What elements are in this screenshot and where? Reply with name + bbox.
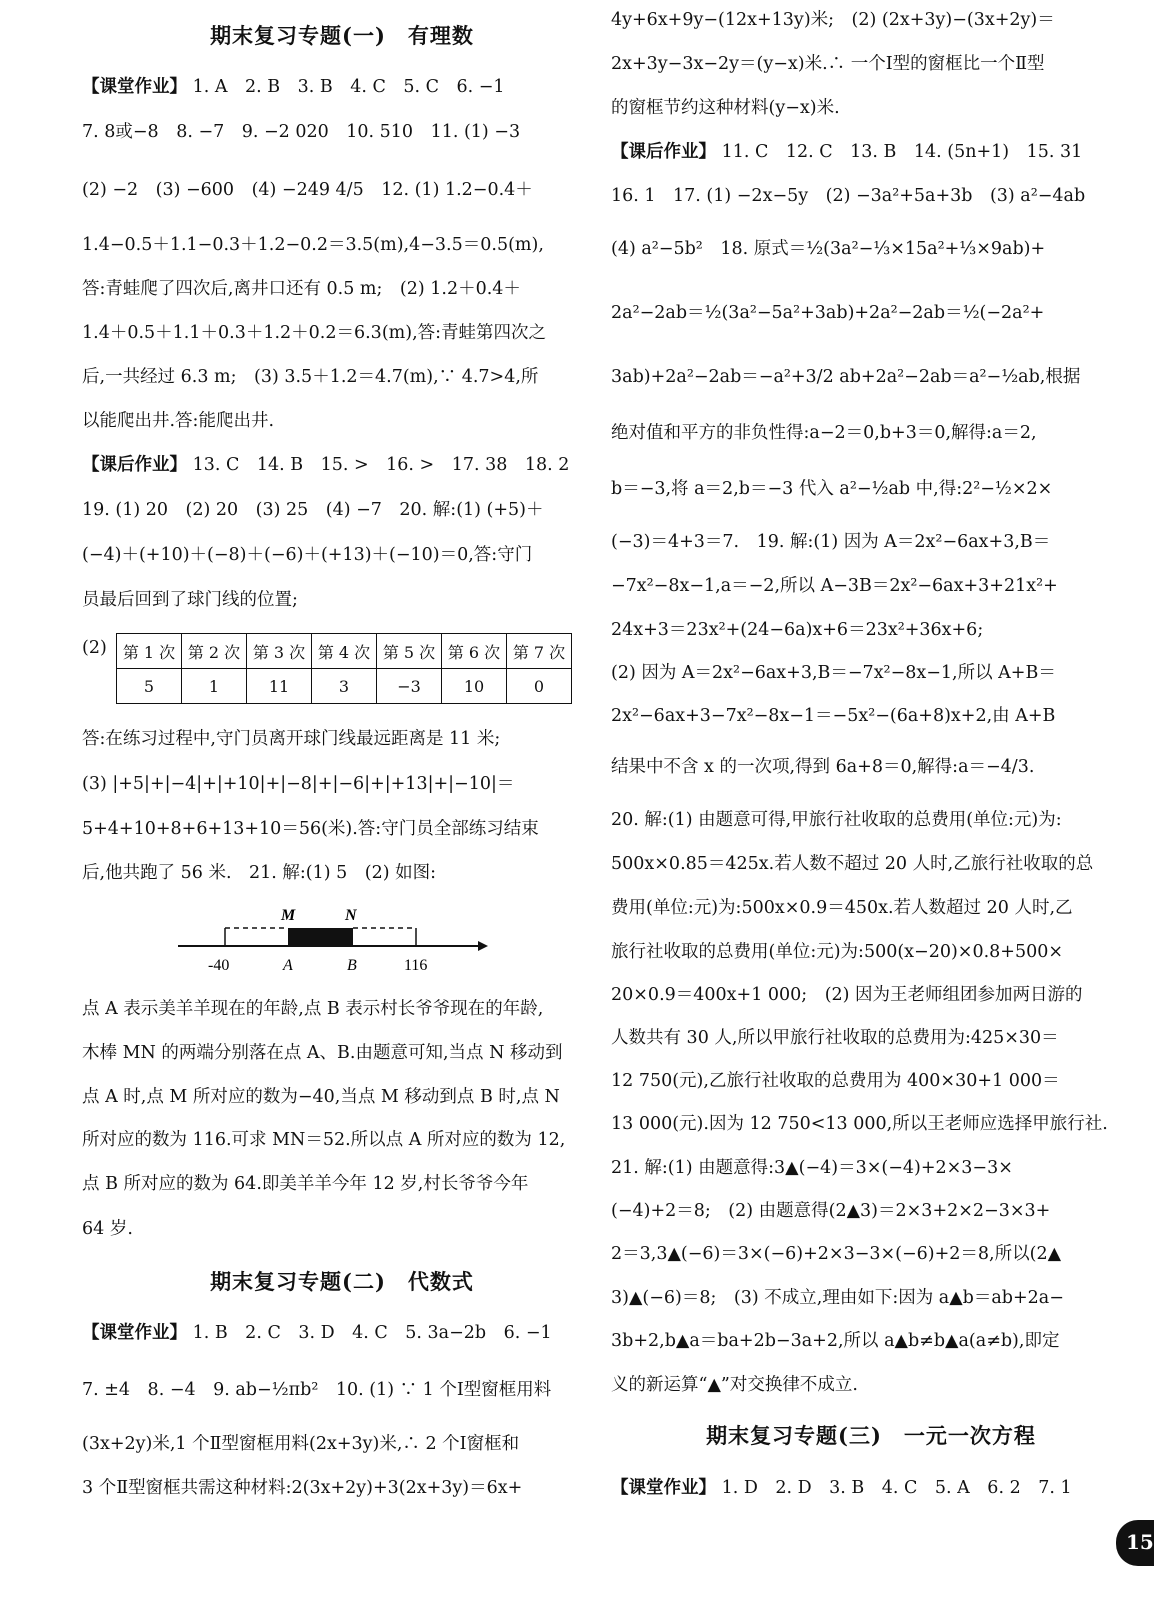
label-b: B: [347, 957, 357, 974]
table-header-cell: 第 3 次: [247, 634, 312, 669]
text-line: 500x×0.85＝425x.若人数不超过 20 人时,乙旅行社收取的总: [611, 854, 1094, 874]
table-cell: 5: [117, 669, 182, 704]
text-line: (−3)＝4+3＝7. 19. 解:(1) 因为 A＝2x²−6ax+3,B＝: [611, 532, 1051, 552]
text-line: −7x²−8x−1,a＝−2,所以 A−3B＝2x²−6ax+3+21x²+: [611, 576, 1058, 596]
section-heading-3: 期末复习专题(三) 一元一次方程: [706, 1423, 1036, 1448]
text-line: (−4)＋(+10)＋(−8)＋(−6)＋(+13)＋(−10)＝0,答:守门: [82, 545, 533, 565]
table-row: [117, 669, 572, 704]
text-line: 3)▲(−6)＝8; (3) 不成立,理由如下:因为 a▲b＝ab+2a−: [611, 1288, 1064, 1308]
text-line: 答:在练习过程中,守门员离开球门线最远距离是 11 米;: [82, 729, 501, 749]
label-n: N: [345, 907, 357, 924]
table-cell: 3: [312, 669, 377, 704]
goalkeeper-table: [116, 633, 572, 704]
section-tag: 【课堂作业】: [82, 1323, 187, 1343]
text-line: 19. (1) 20 (2) 20 (3) 25 (4) −7 20. 解:(1) (+5)＋: [82, 500, 544, 520]
text-line: 点 A 表示美羊羊现在的年龄,点 B 表示村长爷爷现在的年龄,: [82, 999, 544, 1019]
text-line: 12 750(元),乙旅行社收取的总费用为 400×30+1 000＝: [611, 1071, 1060, 1091]
text-line: (4) a²−5b² 18. 原式＝½(3a²−⅓×15a²+⅓×9ab)+: [611, 239, 1046, 259]
table-header-cell: 第 6 次: [442, 634, 507, 669]
table-header-cell: 第 1 次: [117, 634, 182, 669]
page-number-tab: [1116, 1520, 1154, 1566]
text-line: [611, 141, 1082, 163]
text-line: (3) |+5|+|−4|+|+10|+|−8|+|−6|+|+13|+|−10|＝: [82, 774, 515, 794]
text-line: 64 岁.: [82, 1219, 133, 1239]
text-line: 2x+3y−3x−2y＝(y−x)米.∴ 一个Ⅰ型的窗框比一个Ⅱ型: [611, 54, 1045, 74]
text-line: 员最后回到了球门线的位置;: [82, 590, 298, 610]
text-line: b＝−3,将 a＝2,b＝−3 代入 a²−½ab 中,得:2²−½×2×: [611, 479, 1053, 499]
label-right-value: 116: [404, 957, 428, 974]
text-line: 后,一共经过 6.3 m; (3) 3.5＋1.2＝4.7(m),∵ 4.7>4,所: [82, 367, 539, 387]
text-line: [82, 76, 505, 98]
text-line: 人数共有 30 人,所以甲旅行社收取的总费用为:425×30＝: [611, 1028, 1059, 1048]
text-line: (−4)+2＝8; (2) 由题意得(2▲3)＝2×3+2×2−3×3+: [611, 1201, 1051, 1221]
section-tag: 【课堂作业】: [82, 77, 187, 97]
text-line: 20. 解:(1) 由题意可得,甲旅行社收取的总费用(单位:元)为:: [611, 810, 1062, 830]
text-line: 义的新运算“▲”对交换律不成立.: [611, 1375, 858, 1395]
answer-text: 11. C 12. C 13. B 14. (5n+1) 15. 31: [716, 142, 1083, 162]
table-cell: −3: [377, 669, 442, 704]
answer-text: 1. A 2. B 3. B 4. C 5. C 6. −1: [187, 77, 505, 97]
text-line: (2) −2 (3) −600 (4) −249 4/5 12. (1) 1.2−0.4＋: [82, 180, 533, 200]
table-cell: 11: [247, 669, 312, 704]
text-line: 后,他共跑了 56 米. 21. 解:(1) 5 (2) 如图:: [82, 863, 437, 883]
text-line: 点 A 时,点 M 所对应的数为−40,当点 M 移动到点 B 时,点 N: [82, 1087, 560, 1107]
text-line: 3 个Ⅱ型窗框共需这种材料:2(3x+2y)+3(2x+3y)＝6x+: [82, 1478, 523, 1498]
text-line: 21. 解:(1) 由题意得:3▲(−4)＝3×(−4)+2×3−3×: [611, 1158, 1013, 1178]
answer-text: 1. D 2. D 3. B 4. C 5. A 6. 2 7. 1: [716, 1478, 1072, 1498]
table-header-cell: 第 5 次: [377, 634, 442, 669]
page-number: 15: [1126, 1530, 1154, 1554]
text-line: 16. 1 17. (1) −2x−5y (2) −3a²+5a+3b (3) a²−4ab: [611, 186, 1086, 206]
table-cell: 10: [442, 669, 507, 704]
text-line: 3ab)+2a²−2ab＝−a²+3/2 ab+2a²−2ab＝a²−½ab,根据: [611, 367, 1081, 387]
section-heading-1: 期末复习专题(一) 有理数: [210, 23, 474, 48]
text-line: 7. ±4 8. −4 9. ab−½πb² 10. (1) ∵ 1 个Ⅰ型窗框用料: [82, 1380, 552, 1400]
text-line: [82, 454, 569, 476]
text-line: [82, 1322, 552, 1344]
text-line: (2) 因为 A＝2x²−6ax+3,B＝−7x²−8x−1,所以 A+B＝: [611, 663, 1056, 683]
text-line: 所对应的数为 116.可求 MN＝52.所以点 A 所对应的数为 12,: [82, 1130, 566, 1150]
text-line: 4y+6x+9y−(12x+13y)米; (2) (2x+3y)−(3x+2y)＝: [611, 10, 1055, 30]
text-line: 点 B 所对应的数为 64.即美羊羊今年 12 岁,村长爷爷今年: [82, 1174, 529, 1194]
table-header-cell: 第 4 次: [312, 634, 377, 669]
text-line: 2x²−6ax+3−7x²−8x−1＝−5x²−(6a+8)x+2,由 A+B: [611, 706, 1056, 726]
table-header-row: [117, 634, 572, 669]
text-line: [611, 1477, 1072, 1499]
label-left-value: -40: [208, 957, 230, 974]
table-cell: 0: [507, 669, 572, 704]
text-line: (3x+2y)米,1 个Ⅱ型窗框用料(2x+3y)米,∴ 2 个Ⅰ窗框和: [82, 1434, 520, 1454]
text-line: 绝对值和平方的非负性得:a−2＝0,b+3＝0,解得:a＝2,: [611, 423, 1037, 443]
text-line: 2＝3,3▲(−6)＝3×(−6)+2×3−3×(−6)+2＝8,所以(2▲: [611, 1244, 1062, 1264]
arrow-head-icon: [478, 941, 488, 951]
label-a: A: [283, 957, 293, 974]
table-header-cell: 第 2 次: [182, 634, 247, 669]
text-line: 2a²−2ab＝½(3a²−5a²+3ab)+2a²−2ab＝½(−2a²+: [611, 303, 1045, 323]
text-line: 1.4−0.5＋1.1−0.3＋1.2−0.2＝3.5(m),4−3.5＝0.5(m),: [82, 235, 544, 255]
section-heading-2: 期末复习专题(二) 代数式: [210, 1269, 474, 1294]
text-line: 1.4＋0.5＋1.1＋0.3＋1.2＋0.2＝6.3(m),答:青蛙第四次之: [82, 323, 547, 343]
text-line: 旅行社收取的总费用(单位:元)为:500(x−20)×0.8+500×: [611, 942, 1064, 962]
text-line: 20×0.9＝400x+1 000; (2) 因为王老师组团参加两日游的: [611, 985, 1083, 1005]
text-line: 木棒 MN 的两端分别落在点 A、B.由题意可知,当点 N 移动到: [82, 1043, 563, 1063]
section-tag: 【课堂作业】: [611, 1478, 716, 1498]
text-line: 13 000(元).因为 12 750<13 000,所以王老师应选择甲旅行社.: [611, 1114, 1108, 1134]
text-line: 7. 8或−8 8. −7 9. −2 020 10. 510 11. (1) −3: [82, 122, 521, 142]
text-line: 24x+3＝23x²+(24−6a)x+6＝23x²+36x+6;: [611, 620, 984, 640]
text-line: 费用(单位:元)为:500x×0.9＝450x.若人数超过 20 人时,乙: [611, 898, 1073, 918]
text-line: 答:青蛙爬了四次后,离井口还有 0.5 m; (2) 1.2＋0.4＋: [82, 279, 521, 299]
answer-text: 13. C 14. B 15. > 16. > 17. 38 18. 2: [187, 455, 570, 475]
number-line-figure: [178, 900, 488, 980]
text-line: 结果中不含 x 的一次项,得到 6a+8＝0,解得:a＝−4/3.: [611, 757, 1035, 777]
text-line: 3b+2,b▲a＝ba+2b−3a+2,所以 a▲b≠b▲a(a≠b),即定: [611, 1331, 1060, 1351]
table-prefix: (2): [82, 638, 107, 658]
text-line: 的窗框节约这种材料(y−x)米.: [611, 98, 840, 118]
table-header-cell: 第 7 次: [507, 634, 572, 669]
label-m: M: [281, 907, 296, 924]
section-tag: 【课后作业】: [611, 142, 716, 162]
section-tag: 【课后作业】: [82, 455, 187, 475]
text-line: 以能爬出井.答:能爬出井.: [82, 411, 275, 431]
table-cell: 1: [182, 669, 247, 704]
answer-text: 1. B 2. C 3. D 4. C 5. 3a−2b 6. −1: [187, 1323, 552, 1343]
text-line: 5+4+10+8+6+13+10＝56(米).答:守门员全部练习结束: [82, 819, 539, 839]
stick-mn: [288, 928, 353, 946]
